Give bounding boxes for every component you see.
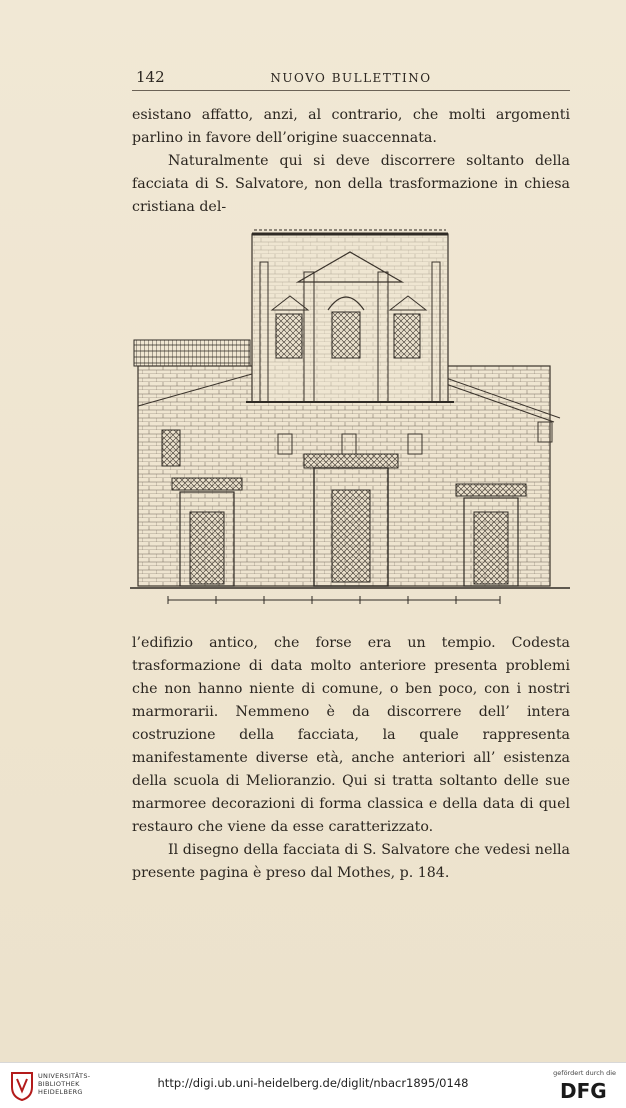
funded-by-label: gefördert durch die xyxy=(553,1069,616,1077)
dfg-logo-icon xyxy=(558,1078,616,1102)
library-name: UNIVERSITÄTS- BIBLIOTHEK HEIDELBERG xyxy=(38,1072,91,1096)
page-number: 142 xyxy=(136,68,165,86)
svg-text:DFG: DFG xyxy=(560,1079,607,1102)
text-block-top xyxy=(132,104,570,219)
facade-illustration xyxy=(128,222,572,610)
paragraph: l’edifizio antico, che forse era un tempio. Codesta trasformazione di data molto anteriore presenta problemi che non hanno niente di comune, o ben poco, con i nostri marmorarii. Nemmeno è da discorrere dell’ intera costruzione della facciata, la quale rappresenta manifestamente diverse età, anche anteriori all’ esistenza della scuola di Melioranzio. Qui si tratta soltanto delle sue marmoree decorazioni di forma classica e della data di quel restauro che viene da esse caratterizzato. xyxy=(132,635,570,835)
paragraph: Naturalmente qui si deve discorrere soltanto della facciata di S. Salvatore, non della trasformazione in chiesa cristiana del- xyxy=(132,153,570,215)
text-block-bottom xyxy=(132,632,570,885)
page-header xyxy=(132,68,570,91)
permalink-url[interactable]: http://digi.ub.uni-heidelberg.de/diglit/nbacr1895/0148 xyxy=(157,1076,469,1090)
facade-drawing xyxy=(128,222,572,610)
paragraph: esistano affatto, anzi, al contrario, che molti argomenti parlino in favore dell’origine suaccennata. xyxy=(132,107,570,146)
running-title: NUOVO BULLETTINO xyxy=(270,71,432,85)
paragraph: Il disegno della facciata di S. Salvatore che vedesi nella presente pagina è preso dal Mothes, p. 184. xyxy=(132,842,570,881)
footer-bar xyxy=(0,1062,626,1108)
